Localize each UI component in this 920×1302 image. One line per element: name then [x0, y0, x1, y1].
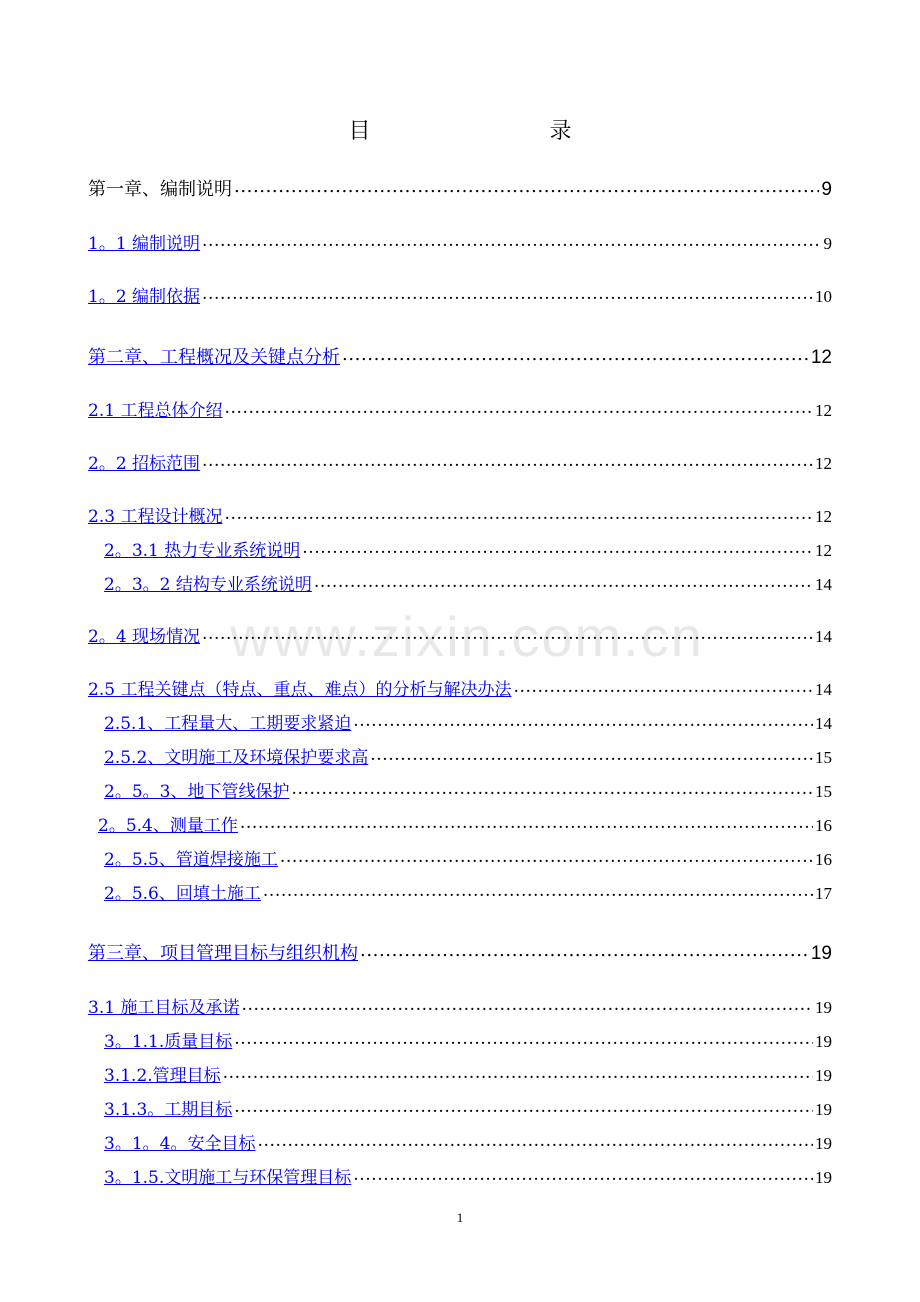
toc-entry-page: 17: [815, 884, 832, 903]
toc-entry-page: 19: [815, 1100, 832, 1119]
toc-entry-page: 19: [815, 1168, 832, 1187]
toc-entry-link[interactable]: 2。5.6、回填土施工: [104, 884, 261, 904]
toc-leader-dots: [280, 846, 813, 868]
toc-entry-3-1-4[interactable]: [104, 1130, 832, 1158]
toc-entry-page: 19: [815, 1134, 832, 1153]
toc-entry-2-2[interactable]: [88, 450, 832, 478]
toc-entry-page: 19: [810, 943, 832, 964]
toc-entry-label: 第一章、编制说明: [88, 179, 232, 200]
page-number: 1: [456, 1210, 464, 1225]
toc-entry-link[interactable]: 2。2 招标范围: [88, 454, 201, 474]
toc-entry-link[interactable]: 3。1.1.质量目标: [104, 1032, 233, 1052]
toc-entry-link[interactable]: 2。5.4、测量工作: [98, 816, 238, 836]
toc-entry-page: 14: [815, 627, 832, 646]
toc-entry-page: 9: [823, 234, 832, 253]
toc-leader-dots: [240, 812, 813, 834]
toc-leader-dots: [291, 778, 813, 800]
toc-entry-link[interactable]: 2。3.1 热力专业系统说明: [104, 541, 301, 561]
toc-entry-page: 9: [821, 179, 832, 200]
toc-entry-3-1[interactable]: [88, 994, 832, 1022]
toc-entry-1-1[interactable]: [88, 230, 832, 258]
toc-entry-link[interactable]: 第二章、工程概况及关键点分析: [88, 347, 340, 368]
toc-entry-chapter-3[interactable]: [88, 940, 832, 968]
toc-entry-link[interactable]: 2。4 现场情况: [88, 627, 201, 647]
toc-entry-1-2[interactable]: [88, 283, 832, 311]
toc-leader-dots: [224, 503, 813, 525]
toc-entry-page: 14: [815, 575, 832, 594]
toc-leader-dots: [224, 397, 813, 419]
toc-entry-page: 14: [815, 714, 832, 733]
toc-entry-page: 15: [815, 782, 832, 801]
toc-leader-dots: [513, 676, 813, 698]
toc-entry-link[interactable]: 2.5.1、工程量大、工期要求紧迫: [104, 714, 352, 734]
toc-entry-3-1-1[interactable]: [104, 1028, 832, 1056]
toc-leader-dots: [234, 1096, 813, 1118]
toc-entry-link[interactable]: 3。1。4。安全目标: [104, 1134, 256, 1154]
toc-leader-dots: [353, 1164, 813, 1186]
toc-entry-link[interactable]: 3.1 施工目标及承诺: [88, 998, 240, 1018]
toc-entry-page: 10: [815, 287, 832, 306]
toc-entry-page: 16: [815, 816, 832, 835]
toc-entry-link[interactable]: 2。5。3、地下管线保护: [104, 782, 290, 802]
toc-title: 目 录: [348, 119, 658, 144]
toc-entry-link[interactable]: 3。1.5.文明施工与环保管理目标: [104, 1168, 352, 1188]
toc-entry-link[interactable]: 3.1.2.管理目标: [104, 1066, 221, 1086]
toc-entry-link[interactable]: 2.5 工程关键点（特点、重点、难点）的分析与解决办法: [88, 680, 512, 700]
toc-entry-2-3-1[interactable]: [104, 537, 832, 565]
toc-leader-dots: [302, 537, 813, 559]
toc-entry-2-5-2[interactable]: [104, 744, 832, 772]
toc-entry-page: 12: [815, 507, 832, 526]
toc-entry-link[interactable]: 2。5.5、管道焊接施工: [104, 850, 278, 870]
toc-entry-2-3[interactable]: [88, 503, 832, 531]
toc-leader-dots: [370, 744, 813, 766]
toc-entry-link[interactable]: 1。2 编制依据: [88, 287, 201, 307]
toc-entry-2-5-3[interactable]: [104, 778, 832, 806]
toc-leader-dots: [234, 176, 819, 198]
toc-leader-dots: [342, 344, 809, 366]
toc-entry-2-3-2[interactable]: [104, 571, 832, 599]
toc-entry-chapter-2[interactable]: [88, 344, 832, 372]
toc-leader-dots: [360, 940, 809, 962]
toc-leader-dots: [241, 994, 813, 1016]
toc-entry-2-5-6[interactable]: [104, 880, 832, 908]
toc-leader-dots: [353, 710, 813, 732]
toc-leader-dots: [314, 571, 813, 593]
toc-entry-link[interactable]: 2.3 工程设计概况: [88, 507, 223, 527]
toc-leader-dots: [223, 1062, 813, 1084]
toc-leader-dots: [202, 623, 813, 645]
toc-entry-page: 19: [815, 1032, 832, 1051]
toc-entry-chapter-1[interactable]: [88, 176, 832, 204]
toc-entry-page: 12: [815, 454, 832, 473]
toc-entry-2-5-5[interactable]: [104, 846, 832, 874]
watermark: www.zixin.com.cn: [230, 605, 704, 668]
toc-leader-dots: [202, 283, 813, 305]
toc-entry-link[interactable]: 2.1 工程总体介绍: [88, 401, 223, 421]
toc-entry-2-4[interactable]: [88, 623, 832, 651]
toc-entry-link[interactable]: 2.5.2、文明施工及环境保护要求高: [104, 748, 369, 768]
toc-leader-dots: [234, 1028, 813, 1050]
toc-entry-page: 16: [815, 850, 832, 869]
toc-entry-page: 15: [815, 748, 832, 767]
toc-entry-link[interactable]: 第三章、项目管理目标与组织机构: [88, 943, 358, 964]
toc-entry-2-5-4[interactable]: [98, 812, 832, 840]
toc-entry-page: 19: [815, 1066, 832, 1085]
toc-entry-page: 14: [815, 680, 832, 699]
toc-entry-link[interactable]: 3.1.3。工期目标: [104, 1100, 233, 1120]
toc-leader-dots: [257, 1130, 813, 1152]
toc-entry-page: 12: [815, 401, 832, 420]
toc-entry-2-5[interactable]: [88, 676, 832, 704]
toc-leader-dots: [202, 230, 821, 252]
toc-entry-page: 12: [810, 347, 832, 368]
toc-entry-2-5-1[interactable]: [104, 710, 832, 738]
toc-entry-3-1-5[interactable]: [104, 1164, 832, 1192]
toc-entry-page: 19: [815, 998, 832, 1017]
toc-entry-link[interactable]: 1。1 编制说明: [88, 234, 201, 254]
toc-entry-3-1-3[interactable]: [104, 1096, 832, 1124]
toc-leader-dots: [202, 450, 813, 472]
toc-entry-3-1-2[interactable]: [104, 1062, 832, 1090]
toc-leader-dots: [263, 880, 813, 902]
toc-entry-page: 12: [815, 541, 832, 560]
toc-entry-link[interactable]: 2。3。2 结构专业系统说明: [104, 575, 312, 595]
toc-entry-2-1[interactable]: [88, 397, 832, 425]
